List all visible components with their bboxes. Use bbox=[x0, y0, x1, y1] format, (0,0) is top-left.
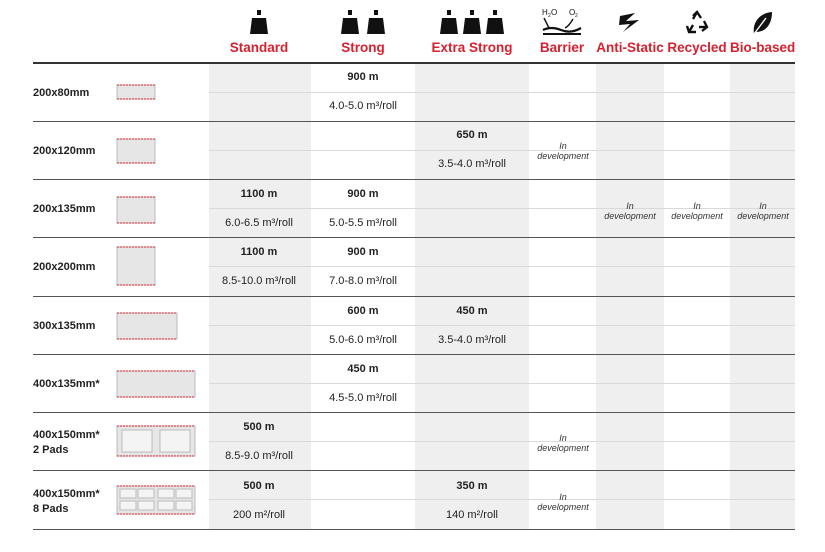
row-label-size: 200x80mm bbox=[33, 87, 90, 99]
row-divider bbox=[33, 121, 795, 122]
cell-length: 350 m bbox=[456, 480, 488, 492]
col-header-strong: Strong bbox=[341, 40, 385, 55]
subrow-line bbox=[209, 441, 795, 442]
cell-volume: 8.5-9.0 m³/roll bbox=[225, 450, 293, 462]
row-divider bbox=[33, 237, 795, 238]
col-header-recycled: Recycled bbox=[667, 40, 727, 55]
cell-volume: 140 m²/roll bbox=[446, 509, 498, 521]
subrow-line bbox=[209, 150, 795, 151]
pad-thumbnail-narrow bbox=[116, 84, 156, 100]
cell-length: 500 m bbox=[243, 480, 275, 492]
cell-length: 650 m bbox=[456, 129, 488, 141]
row-label-size: 400x150mm* bbox=[33, 488, 100, 500]
row-label-size: 200x135mm bbox=[33, 203, 96, 215]
row-label-size: 400x135mm* bbox=[33, 378, 100, 390]
cell-volume: 200 m²/roll bbox=[233, 509, 285, 521]
barrier-in-development: In development bbox=[537, 141, 589, 161]
svg-text:2: 2 bbox=[548, 13, 551, 19]
cell-volume: 6.0-6.5 m³/roll bbox=[225, 217, 293, 229]
cell-volume: 8.5-10.0 m³/roll bbox=[222, 275, 296, 287]
row-label-size: 400x150mm* bbox=[33, 429, 100, 441]
cell-volume: 4.0-5.0 m³/roll bbox=[329, 100, 397, 112]
cell-length: 450 m bbox=[456, 305, 488, 317]
triple-weight-icon bbox=[417, 6, 527, 36]
subrow-line bbox=[209, 266, 795, 267]
pad-thumbnail-8pads bbox=[116, 485, 196, 515]
recycle-icon bbox=[665, 6, 729, 36]
cell-length: 1100 m bbox=[240, 188, 278, 200]
cell-length: 500 m bbox=[243, 421, 275, 433]
row-label-pad-count: 8 Pads bbox=[33, 503, 69, 515]
barrier-in-development: In development bbox=[537, 492, 589, 512]
recycled-in-development: In development bbox=[671, 201, 723, 221]
svg-text:O: O bbox=[551, 8, 558, 17]
anti-static-in-development: In development bbox=[604, 201, 656, 221]
pad-thumbnail-wide bbox=[116, 312, 178, 340]
table-bottom-rule bbox=[33, 529, 795, 530]
row-divider bbox=[33, 179, 795, 180]
cell-length: 1100 m bbox=[240, 246, 278, 258]
row-label-size: 200x120mm bbox=[33, 145, 96, 157]
row-divider bbox=[33, 354, 795, 355]
leaf-icon bbox=[730, 6, 794, 36]
cell-length: 900 m bbox=[347, 188, 379, 200]
col-header-standard: Standard bbox=[229, 40, 289, 55]
svg-text:O: O bbox=[569, 8, 576, 17]
cell-volume: 7.0-8.0 m³/roll bbox=[329, 275, 397, 287]
svg-text:H: H bbox=[542, 8, 548, 17]
barrier-in-development: In development bbox=[537, 433, 589, 453]
cell-volume: 5.0-5.5 m³/roll bbox=[329, 217, 397, 229]
cell-volume: 4.5-5.0 m³/roll bbox=[329, 392, 397, 404]
col-header-bio-based: Bio-based bbox=[730, 40, 796, 55]
cell-volume: 3.5-4.0 m³/roll bbox=[438, 158, 506, 170]
lightning-icon bbox=[596, 6, 664, 36]
svg-text:2: 2 bbox=[575, 13, 578, 19]
row-divider bbox=[33, 296, 795, 297]
bio-based-in-development: In development bbox=[737, 201, 789, 221]
pad-thumbnail-square bbox=[116, 246, 156, 286]
subrow-line bbox=[209, 92, 795, 93]
col-header-extra-strong: Extra Strong bbox=[431, 40, 513, 55]
row-divider bbox=[33, 412, 795, 413]
pad-thumbnail-wide bbox=[116, 370, 196, 398]
cell-volume: 5.0-6.0 m³/roll bbox=[329, 334, 397, 346]
pad-thumbnail-2pads bbox=[116, 425, 196, 457]
cell-volume: 3.5-4.0 m³/roll bbox=[438, 334, 506, 346]
col-header-barrier: Barrier bbox=[539, 40, 585, 55]
row-label-size: 200x200mm bbox=[33, 261, 96, 273]
barrier-icon bbox=[530, 6, 594, 36]
row-divider bbox=[33, 470, 795, 471]
cell-length: 600 m bbox=[347, 305, 379, 317]
row-label-pad-count: 2 Pads bbox=[33, 444, 69, 456]
subrow-line bbox=[209, 383, 795, 384]
cell-length: 900 m bbox=[347, 246, 379, 258]
row-label-size: 300x135mm bbox=[33, 320, 96, 332]
double-weight-icon bbox=[313, 6, 413, 36]
pad-thumbnail bbox=[116, 196, 156, 224]
subrow-line bbox=[209, 499, 795, 500]
header-rule bbox=[33, 62, 795, 64]
single-weight-icon bbox=[209, 6, 309, 36]
col-header-anti-static: Anti-Static bbox=[596, 40, 664, 55]
cell-length: 900 m bbox=[347, 71, 379, 83]
subrow-line bbox=[209, 325, 795, 326]
cell-length: 450 m bbox=[347, 363, 379, 375]
pad-thumbnail bbox=[116, 138, 156, 164]
